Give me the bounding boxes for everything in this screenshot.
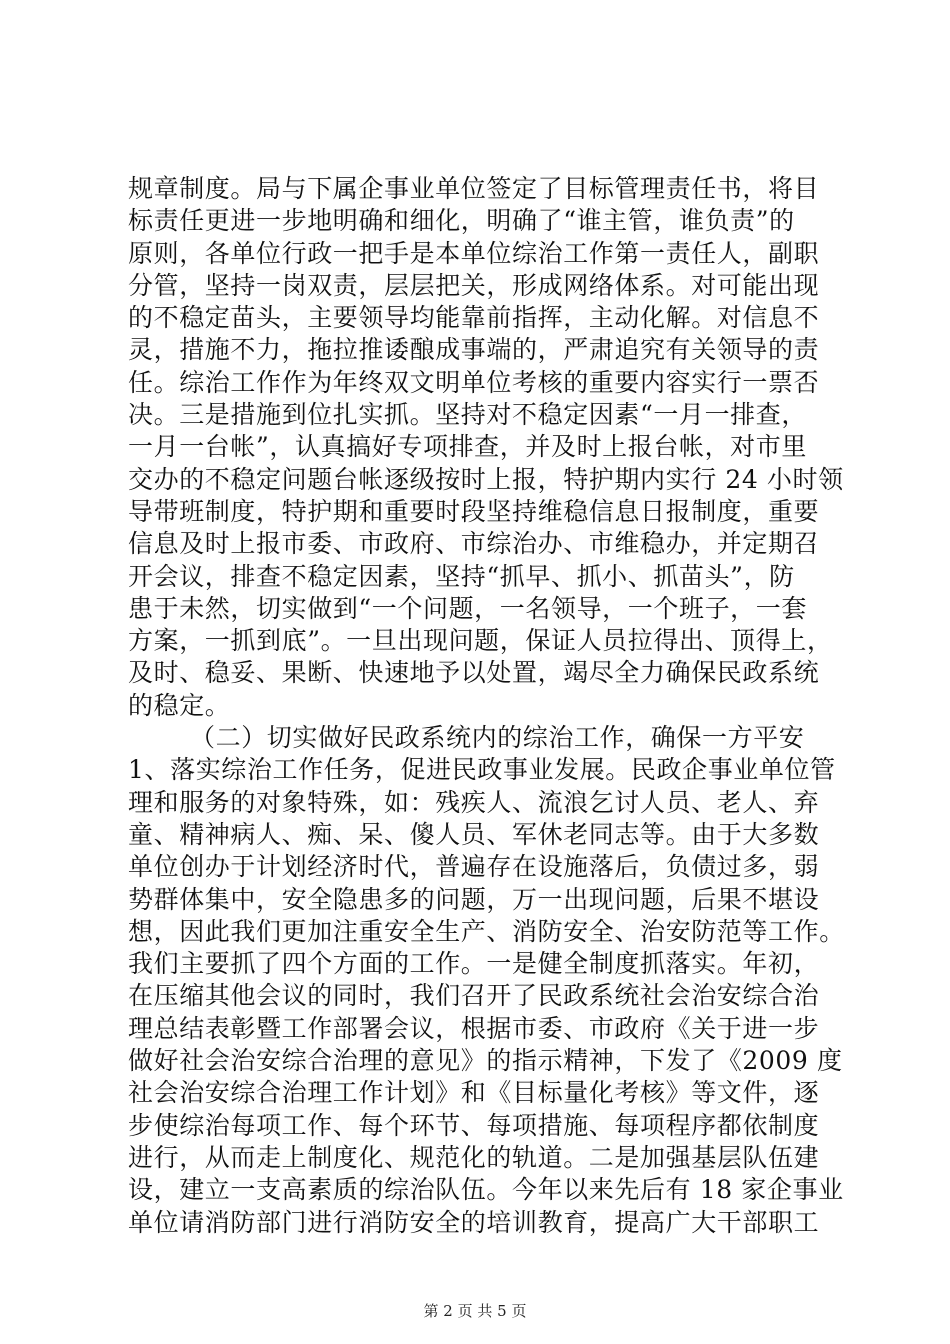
text-line: 任。综治工作作为年终双文明单位考核的重要内容实行一票否 [128, 367, 820, 397]
text-line: 单位创办于计划经济时代，普遍存在设施落后，负债过多，弱 [128, 852, 820, 882]
text-line: 决。三是措施到位扎实抓。坚持对不稳定因素“一月一排查， [128, 400, 807, 430]
text-line: 设，建立一支高素质的综治队伍。今年以来先后有 18 家企事业 [128, 1175, 844, 1205]
text-line: 信息及时上报市委、市政府、市综治办、市维稳办，并定期召 [128, 529, 820, 559]
text-line: 理和服务的对象特殊，如：残疾人、流浪乞讨人员、老人、弃 [128, 787, 820, 817]
text-line: 理总结表彰暨工作部署会议，根据市委、市政府《关于进一步 [128, 1013, 820, 1043]
text-line: 方案，一抓到底”。一旦出现问题，保证人员拉得出、顶得上， [128, 626, 833, 656]
text-line: 1、落实综治工作任务，促进民政事业发展。民政企事业单位管 [128, 755, 836, 785]
page-number-footer: 第 2 页 共 5 页 [423, 1302, 527, 1320]
document-body [128, 173, 860, 1239]
text-line: 患于未然，切实做到“一个问题，一名领导，一个班子，一套 [128, 593, 807, 623]
text-line: 想，因此我们更加注重安全生产、消防安全、治安防范等工作。 [128, 916, 845, 946]
text-line: 势群体集中，安全隐患多的问题，万一出现问题，后果不堪设 [128, 884, 820, 914]
text-line: 交办的不稳定问题台帐逐级按时上报，特护期内实行 24 小时领 [128, 464, 844, 494]
text-line: 进行，从而走上制度化、规范化的轨道。二是加强基层队伍建 [128, 1142, 820, 1172]
text-line: 一月一台帐”，认真搞好专项排查，并及时上报台帐，对市里 [128, 432, 807, 462]
text-line: 灵，措施不力，拖拉推诿酿成事端的，严肃追究有关领导的责 [128, 335, 820, 365]
text-line: 开会议，排查不稳定因素，坚持“抓早、抓小、抓苗头”，防 [128, 561, 795, 591]
text-line: 的稳定。 [128, 690, 231, 720]
text-line: 做好社会治安综合治理的意见》的指示精神，下发了《2009 度 [128, 1046, 843, 1076]
text-line: 在压缩其他会议的同时，我们召开了民政系统社会治安综合治 [128, 981, 820, 1011]
section-heading: （二）切实做好民政系统内的综治工作，确保一方平安 [190, 723, 805, 753]
text-line: 童、精神病人、痴、呆、傻人员、军休老同志等。由于大多数 [128, 819, 820, 849]
text-line: 及时、稳妥、果断、快速地予以处置，竭尽全力确保民政系统 [128, 658, 820, 688]
text-line: 规章制度。局与下属企事业单位签定了目标管理责任书，将目 [128, 174, 820, 203]
text-line: 步使综治每项工作、每个环节、每项措施、每项程序都依制度 [128, 1110, 820, 1140]
text-line: 单位请消防部门进行消防安全的培训教育，提高广大干部职工 [128, 1207, 820, 1237]
text-line: 我们主要抓了四个方面的工作。一是健全制度抓落实。年初， [128, 949, 820, 979]
text-line: 原则，各单位行政一把手是本单位综治工作第一责任人，副职 [128, 238, 820, 268]
text-line: 标责任更进一步地明确和细化，明确了“谁主管，谁负责”的 [128, 206, 795, 236]
text-line: 分管，坚持一岗双责，层层把关，形成网络体系。对可能出现 [128, 270, 820, 300]
text-line: 社会治安综合治理工作计划》和《目标量化考核》等文件，逐 [128, 1078, 820, 1108]
text-line: 的不稳定苗头，主要领导均能靠前指挥，主动化解。对信息不 [128, 303, 820, 333]
text-line: 导带班制度，特护期和重要时段坚持维稳信息日报制度，重要 [128, 496, 820, 526]
